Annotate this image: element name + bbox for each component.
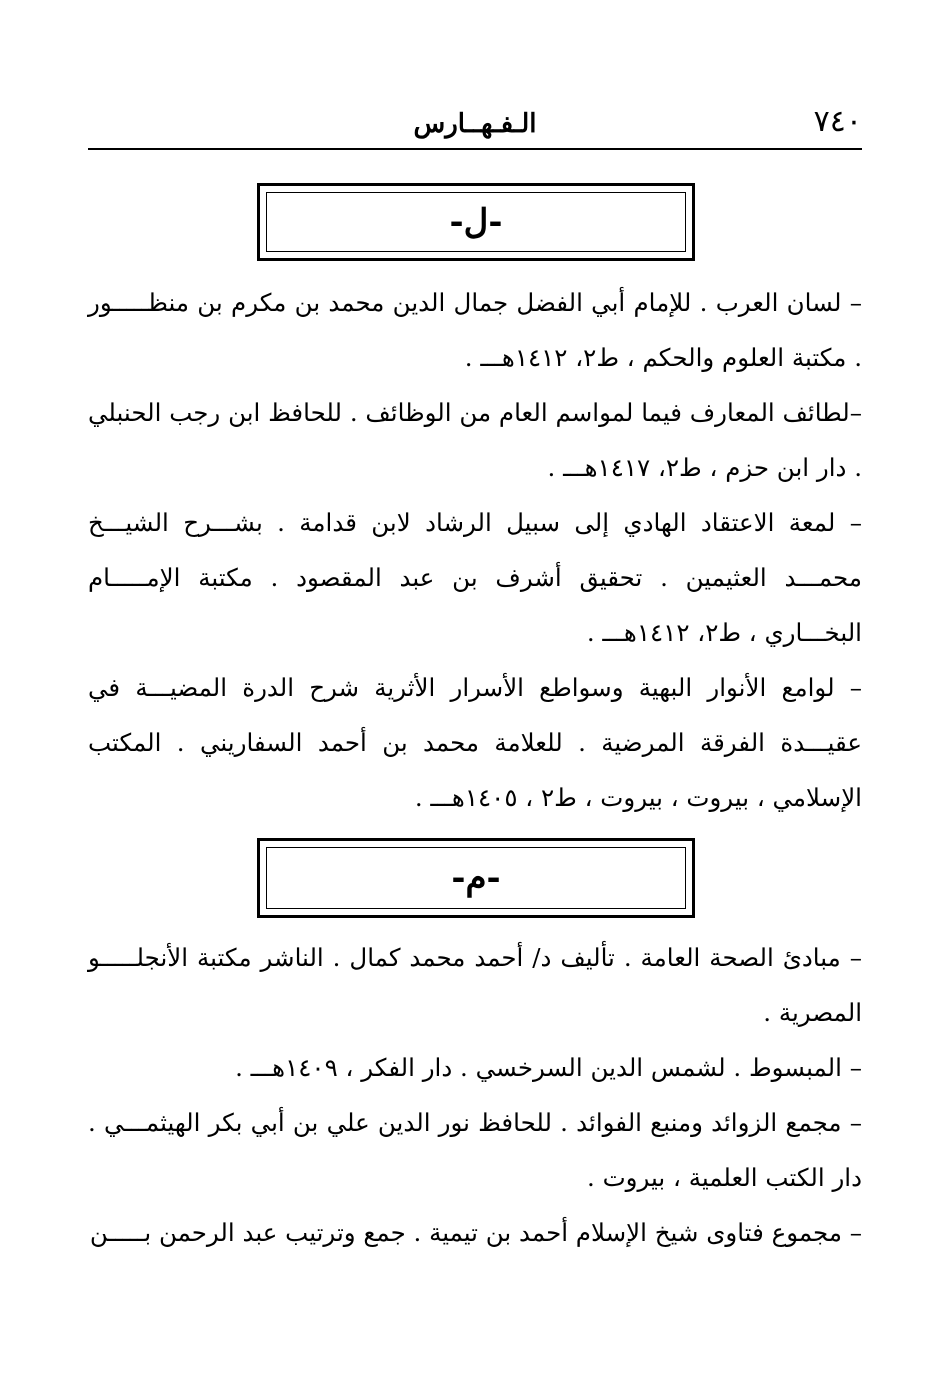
bibliography-entry: – مبادئ الصحة العامة . تأليف د/ أحمد محمد كمال . الناشر مكتبة الأنجلـــــو المصرية .	[88, 943, 862, 1027]
section-letter-box-lam	[257, 183, 695, 261]
section-letter-box-mim	[257, 838, 695, 918]
bibliography-entry: – مجمع الزوائد ومنبع الفوائد . للحافظ نور الدين علي بن أبي بكر الهيثمـــي . دار الكتب العلمية ، بيروت .	[88, 1108, 862, 1192]
bibliography-entry: – لمعة الاعتقاد الهادي إلى سبيل الرشاد لابن قدامة . بشـــرح الشيـــخ محمـــد العثيمين . تحقيق أشرف بن عبد المقصود . مكتبة الإمـــــام البخـــاري ، ط٢، ١٤١٢هـــ .	[88, 508, 862, 647]
bibliography-entry: – لسان العرب . للإمام أبي الفضل جمال الدين محمد بن مكرم بن منظـــــور . مكتبة العلوم والحكم ، ط٢، ١٤١٢هـــ .	[88, 288, 862, 372]
running-title: الـفـهــارس	[413, 109, 537, 139]
bibliography-entry: – مجموع فتاوى شيخ الإسلام أحمد بن تيمية . جمع وترتيب عبد الرحمن بـــــن	[89, 1218, 862, 1247]
section-letter-mim: -م-	[451, 858, 501, 898]
section-mim-entries	[88, 930, 862, 1260]
bibliography-entry: –لطائف المعارف فيما لمواسم العام من الوظائف . للحافظ ابن رجب الحنبلي . دار ابن حزم ، ط٢، ١٤١٧هـــ .	[88, 398, 862, 482]
bibliography-entry: – المبسوط . لشمس الدين السرخسي . دار الفكر ، ١٤٠٩هـــ .	[235, 1053, 862, 1082]
page-number: ٧٤٠	[813, 104, 862, 139]
section-letter-lam: -ل-	[449, 202, 503, 242]
page-header	[88, 102, 862, 150]
section-lam-entries	[88, 275, 862, 825]
bibliography-entry: – لوامع الأنوار البهية وسواطع الأسرار الأثرية شرح الدرة المضيـــة في عقيـــدة الفرقة المرضية . للعلامة محمد بن أحمد السفاريني . المكتب الإسلامي ، بيروت ، بيروت ، ط٢ ، ١٤٠٥هـــ .	[88, 673, 862, 812]
